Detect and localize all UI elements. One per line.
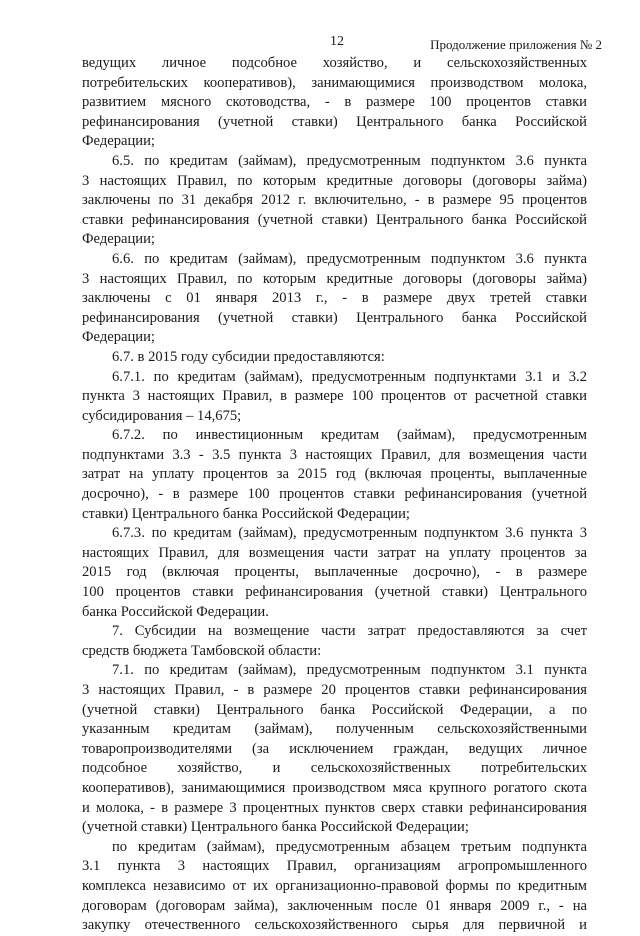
text-line: 3 настоящих Правил, по которым кредитные договоры (договоры займа) — [82, 270, 587, 287]
text-line: закупку отечественного сельскохозяйственного сырья для первичной и — [82, 917, 587, 934]
text-line: средств бюджета Тамбовской области: — [82, 642, 322, 659]
text-line: 3 настоящих Правил, по которым кредитные договоры (договоры займа) — [82, 172, 587, 189]
text-line: субсидирования – 14,675; — [82, 407, 242, 424]
text-line: (учетной ставки) Центрального банка Российской Федерации; — [82, 819, 469, 836]
text-line: 6.5. по кредитам (займам), предусмотренным подпунктом 3.6 пункта — [112, 152, 587, 169]
text-line: 3 настоящих Правил, - в размере 20 процентов ставки рефинансирования — [82, 682, 587, 698]
text-line: пункта 3 настоящих Правил, в размере 100 процентов от расчетной ставки — [82, 388, 587, 405]
text-line: Федерации; — [82, 133, 155, 150]
text-line: ставки рефинансирования (учетной ставки) Центрального банка Российской — [82, 211, 587, 228]
text-line: 7. Субсидии на возмещение части затрат предоставляются за счет — [112, 623, 587, 640]
text-line: рефинансирования (учетной ставки) Центрального банка Российской — [82, 113, 587, 130]
text-line: указанным кредитам (займам), полученным сельскохозяйственными — [82, 721, 587, 738]
text-line: 6.7.3. по кредитам (займам), предусмотренным подпунктом 3.6 пункта 3 — [112, 525, 587, 542]
text-line: 2015 год (включая проценты, выплаченные досрочно), - в размере — [82, 564, 587, 581]
text-line: заключены с 01 января 2013 г., - в размере двух третей ставки — [82, 290, 587, 307]
text-line: банка Российской Федерации. — [82, 603, 269, 620]
text-line: Федерации; — [82, 329, 155, 346]
text-line: и молока, - в размере 3 процентных пунктов сверх ставки рефинансирования — [82, 799, 587, 816]
text-line: потребительских кооперативов), занимающимися производством молока, — [82, 74, 587, 91]
text-line: досрочно), - в размере 100 процентов ставки рефинансирования (учетной — [82, 486, 587, 503]
appendix-continuation-label: Продолжение приложения № 2 — [430, 37, 602, 52]
text-line: (учетной ставки) Центрального банка Российской Федерации, а по — [82, 701, 587, 718]
text-line: 6.7. в 2015 году субсидии предоставляются: — [112, 348, 385, 365]
text-line: 3.1 пункта 3 настоящих Правил, организациям агропромышленного — [82, 858, 587, 875]
text-line: договорам (договорам займа), заключенным после 01 января 2009 г., - на — [82, 897, 587, 914]
text-line: по кредитам (займам), предусмотренным абзацем третьим подпункта — [112, 838, 587, 855]
text-line: ведущих личное подсобное хозяйство, и сельскохозяйственных — [82, 55, 587, 71]
text-line: ставки) Центрального банка Российской Федерации; — [82, 505, 410, 522]
text-line: товаропроизводителями (за исключением граждан, ведущих личное — [82, 740, 587, 757]
text-line: 100 процентов ставки рефинансирования (учетной ставки) Центрального — [82, 584, 587, 601]
text-line: 6.7.1. по кредитам (займам), предусмотренным подпунктами 3.1 и 3.2 — [112, 368, 587, 385]
text-line: 7.1. по кредитам (займам), предусмотренным подпунктом 3.1 пункта — [112, 662, 587, 679]
document-body — [82, 54, 587, 936]
text-line: рефинансирования (учетной ставки) Центрального банка Российской — [82, 309, 587, 326]
text-line: затрат на уплату процентов за 2015 год (включая проценты, выплаченные — [82, 466, 587, 483]
text-line: Федерации; — [82, 231, 155, 248]
text-line: заключены по 31 декабря 2012 г. включительно, - в размере 95 процентов — [82, 192, 587, 209]
text-line: подпунктами 3.3 - 3.5 пункта 3 настоящих Правил, для возмещения части — [82, 446, 587, 463]
text-line: 6.6. по кредитам (займам), предусмотренным подпунктом 3.6 пункта — [112, 250, 587, 267]
text-line: комплекса независимо от их организационно-правовой формы по кредитным — [82, 877, 587, 894]
page-number: 12 — [330, 34, 344, 49]
text-line: подсобное хозяйство, и сельскохозяйственных потребительских — [82, 760, 587, 777]
text-line: развитием мясного скотоводства, - в размере 100 процентов ставки — [82, 94, 587, 111]
text-line: кооперативов), занимающимися производством мяса крупного рогатого скота — [82, 779, 587, 796]
page-header — [0, 34, 640, 54]
text-line: настоящих Правил, для возмещения части затрат на уплату процентов за — [82, 544, 587, 561]
text-line: 6.7.2. по инвестиционным кредитам (займам), предусмотренным — [112, 427, 587, 444]
